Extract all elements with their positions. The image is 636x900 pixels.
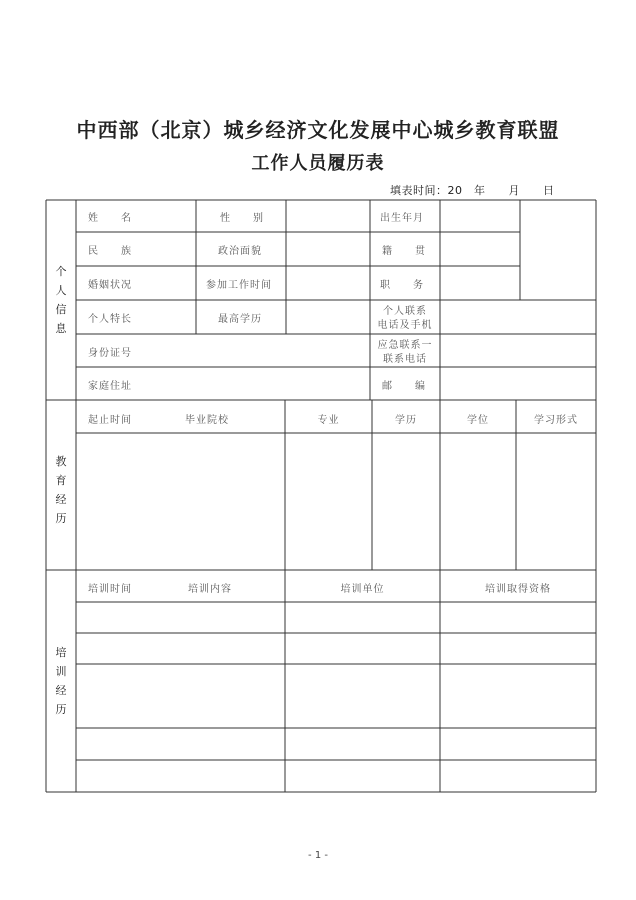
section-label-personal: 个人信息 <box>55 265 67 335</box>
label-specialty: 个人特长 <box>88 314 132 325</box>
section-label-training: 培训经历 <box>55 646 67 716</box>
label-native-place: 籍 贯 <box>382 246 426 257</box>
label-postcode: 邮 编 <box>382 381 426 392</box>
label-ethnicity: 民 族 <box>88 246 132 257</box>
label-emergency-contact-2: 联系电话 <box>383 354 427 365</box>
label-political: 政治面貌 <box>218 246 262 257</box>
document-title: 中西部（北京）城乡经济文化发展中心城乡教育联盟 <box>76 118 560 142</box>
label-edu-study-form: 学习形式 <box>534 415 578 426</box>
label-marital-status: 婚姻状况 <box>88 280 132 291</box>
label-edu-level: 学历 <box>395 415 417 426</box>
label-training-unit: 培训单位 <box>340 584 385 595</box>
label-work-start-time: 参加工作时间 <box>206 280 272 291</box>
section-label-education: 教育经历 <box>55 455 67 525</box>
page-number: - 1 - <box>308 850 328 861</box>
label-contact-phone-1: 个人联系 <box>383 306 427 317</box>
label-training-qualification: 培训取得资格 <box>485 584 551 595</box>
label-edu-period: 起止时间 <box>88 415 132 426</box>
fill-date: 填表时间：20 年 月 日 <box>390 184 555 197</box>
label-position: 职 务 <box>380 280 424 291</box>
label-name: 姓 名 <box>88 213 132 224</box>
label-emergency-contact-1: 应急联系一 <box>377 340 433 351</box>
label-training-time: 培训时间 <box>88 584 132 595</box>
label-training-content: 培训内容 <box>188 584 232 595</box>
label-edu-major: 专业 <box>317 415 340 426</box>
label-id-number: 身份证号 <box>88 348 132 359</box>
label-home-address: 家庭住址 <box>88 381 132 392</box>
label-contact-phone-2: 电话及手机 <box>377 320 433 331</box>
label-edu-degree: 学位 <box>467 415 489 426</box>
label-gender: 性 别 <box>220 213 264 224</box>
label-highest-education: 最高学历 <box>218 314 262 325</box>
document-subtitle: 工作人员履历表 <box>251 153 385 174</box>
label-edu-school: 毕业院校 <box>185 415 229 426</box>
label-birth: 出生年月 <box>380 213 424 224</box>
